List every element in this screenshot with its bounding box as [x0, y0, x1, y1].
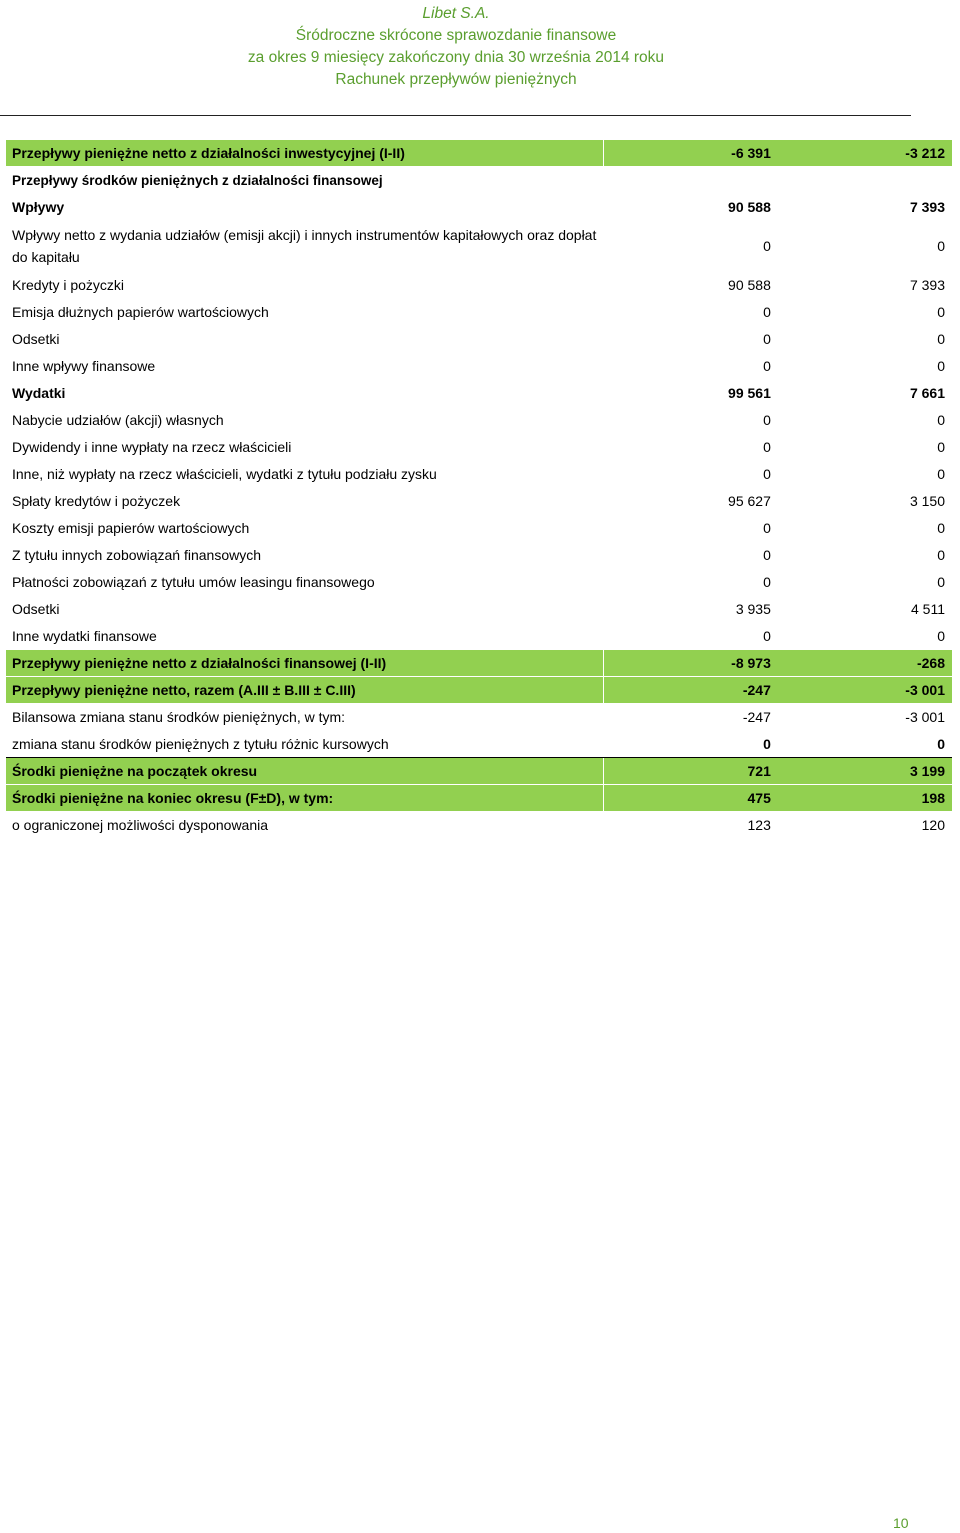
table-row [6, 731, 952, 758]
table-row [6, 434, 952, 461]
value-prior: 0 [778, 461, 952, 488]
table-row [6, 758, 952, 785]
row-label: Środki pieniężne na koniec okresu (F±D), w tym: [6, 785, 604, 812]
row-label: Nabycie udziałów (akcji) własnych [6, 407, 604, 434]
cash-flow-table [6, 140, 952, 839]
value-prior: 120 [778, 812, 952, 839]
row-label: Wpływy [6, 194, 604, 221]
row-label: Płatności zobowiązań z tytułu umów leasingu finansowego [6, 569, 604, 596]
table-row [6, 461, 952, 488]
value-prior: 7 393 [778, 272, 952, 299]
report-period: za okres 9 miesięcy zakończony dnia 30 września 2014 roku [247, 49, 665, 66]
row-label: Inne, niż wypłaty na rzecz właścicieli, wydatki z tytułu podziału zysku [6, 461, 604, 488]
value-current: -8 973 [604, 650, 778, 677]
row-label: Odsetki [6, 326, 604, 353]
value-prior: 0 [778, 353, 952, 380]
company-name: Libet S.A. [422, 5, 490, 22]
value-current: 0 [604, 569, 778, 596]
value-prior [778, 167, 952, 194]
row-label: Środki pieniężne na początek okresu [6, 758, 604, 785]
value-prior: -268 [778, 650, 952, 677]
value-current: 0 [604, 515, 778, 542]
value-current: -247 [604, 704, 778, 731]
table-row [6, 704, 952, 731]
row-label: Odsetki [6, 596, 604, 623]
table-row [6, 488, 952, 515]
value-current [604, 167, 778, 194]
table-row [6, 569, 952, 596]
value-current: 721 [604, 758, 778, 785]
value-prior: 0 [778, 326, 952, 353]
row-label: Przepływy pieniężne netto z działalności inwestycyjnej (I-II) [6, 140, 604, 167]
row-label: Inne wydatki finansowe [6, 623, 604, 650]
table-row [6, 380, 952, 407]
value-current: 0 [604, 221, 778, 272]
value-prior: 0 [778, 623, 952, 650]
value-current: 95 627 [604, 488, 778, 515]
table-row [6, 167, 952, 194]
value-current: 99 561 [604, 380, 778, 407]
value-current: 0 [604, 407, 778, 434]
value-prior: 0 [778, 407, 952, 434]
value-current: 0 [604, 299, 778, 326]
table-row [6, 623, 952, 650]
value-prior: 0 [778, 542, 952, 569]
value-prior: 198 [778, 785, 952, 812]
row-label: Wpływy netto z wydania udziałów (emisji akcji) i innych instrumentów kapitałowych oraz dopłat do kapitału [6, 221, 604, 272]
value-current: 3 935 [604, 596, 778, 623]
table-row [6, 596, 952, 623]
value-prior: -3 212 [778, 140, 952, 167]
report-title: Śródroczne skrócone sprawozdanie finansowe [295, 27, 617, 44]
value-prior: 0 [778, 221, 952, 272]
value-current: 0 [604, 542, 778, 569]
row-label: o ograniczonej możliwości dysponowania [6, 812, 604, 839]
header-divider [0, 115, 911, 116]
table-row [6, 650, 952, 677]
table-row [6, 812, 952, 839]
value-current: 0 [604, 623, 778, 650]
section-heading: Przepływy środków pieniężnych z działalności finansowej [6, 167, 604, 194]
value-prior: 0 [778, 299, 952, 326]
statement-title: Rachunek przepływów pieniężnych [335, 71, 577, 88]
value-prior: 0 [778, 515, 952, 542]
value-current: 90 588 [604, 272, 778, 299]
row-label: Przepływy pieniężne netto, razem (A.III ± B.III ± C.III) [6, 677, 604, 704]
row-label: zmiana stanu środków pieniężnych z tytułu różnic kursowych [6, 731, 604, 758]
value-prior: 0 [778, 731, 952, 758]
value-prior: 4 511 [778, 596, 952, 623]
value-current: 123 [604, 812, 778, 839]
value-prior: -3 001 [778, 677, 952, 704]
table-row [6, 353, 952, 380]
value-current: 90 588 [604, 194, 778, 221]
value-prior: 7 661 [778, 380, 952, 407]
table-row [6, 542, 952, 569]
value-current: 0 [604, 434, 778, 461]
row-label: Z tytułu innych zobowiązań finansowych [6, 542, 604, 569]
row-label: Koszty emisji papierów wartościowych [6, 515, 604, 542]
table-row [6, 140, 952, 167]
value-prior: 3 199 [778, 758, 952, 785]
table-row [6, 272, 952, 299]
value-prior: 0 [778, 434, 952, 461]
value-prior: 7 393 [778, 194, 952, 221]
row-label: Bilansowa zmiana stanu środków pieniężnych, w tym: [6, 704, 604, 731]
report-header [0, 3, 912, 91]
row-label: Przepływy pieniężne netto z działalności finansowej (I-II) [6, 650, 604, 677]
page-number: 10 [893, 1515, 909, 1531]
table-row [6, 326, 952, 353]
value-current: 475 [604, 785, 778, 812]
table-row [6, 221, 952, 272]
row-label: Wydatki [6, 380, 604, 407]
table-row [6, 515, 952, 542]
row-label: Inne wpływy finansowe [6, 353, 604, 380]
table-row [6, 299, 952, 326]
table-row [6, 194, 952, 221]
value-prior: -3 001 [778, 704, 952, 731]
table-row [6, 677, 952, 704]
row-label: Spłaty kredytów i pożyczek [6, 488, 604, 515]
row-label: Dywidendy i inne wypłaty na rzecz właścicieli [6, 434, 604, 461]
table-row [6, 785, 952, 812]
value-current: 0 [604, 353, 778, 380]
value-prior: 0 [778, 569, 952, 596]
value-current: 0 [604, 731, 778, 758]
value-current: 0 [604, 326, 778, 353]
value-current: -247 [604, 677, 778, 704]
value-current: -6 391 [604, 140, 778, 167]
value-current: 0 [604, 461, 778, 488]
value-prior: 3 150 [778, 488, 952, 515]
row-label: Emisja dłużnych papierów wartościowych [6, 299, 604, 326]
row-label: Kredyty i pożyczki [6, 272, 604, 299]
table-row [6, 407, 952, 434]
